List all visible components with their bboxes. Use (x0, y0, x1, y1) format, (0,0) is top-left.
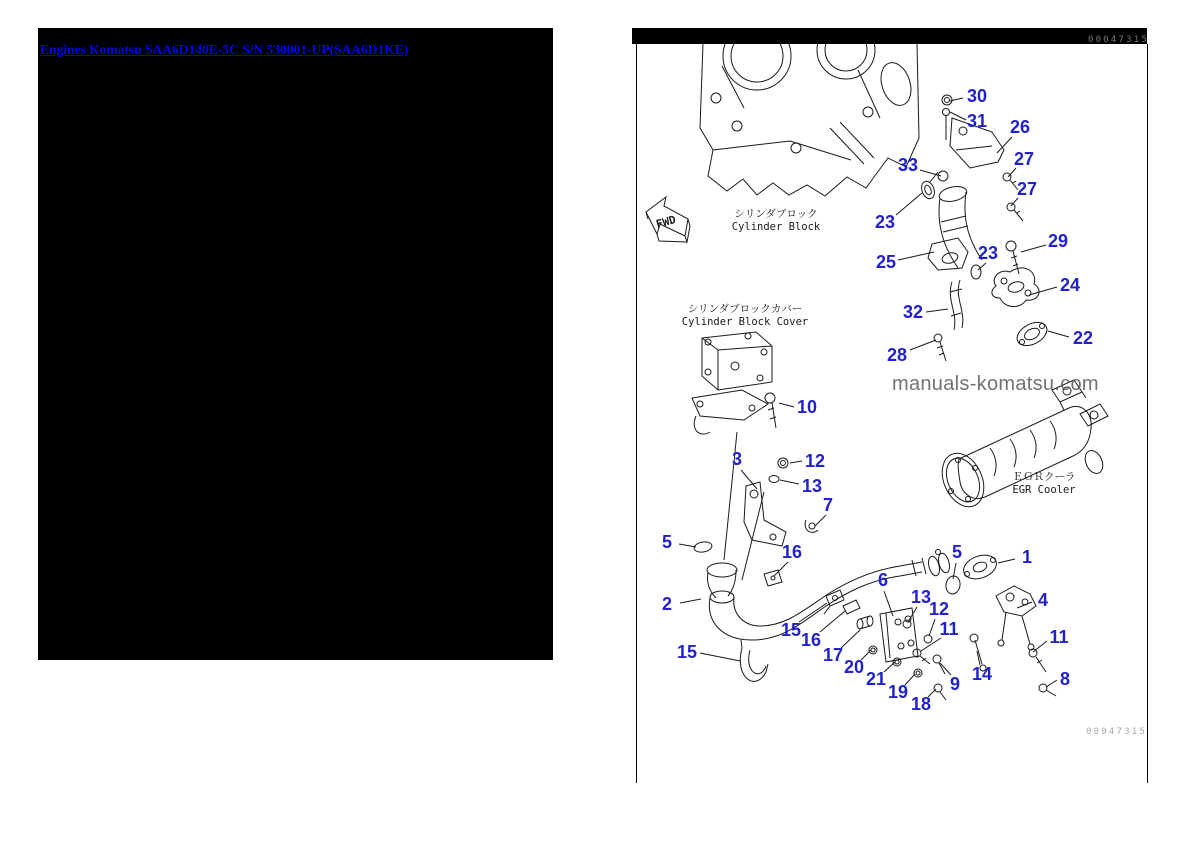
doc-number-top-clipped: 00047315 (1088, 35, 1149, 45)
callout-11[interactable]: 11 (939, 619, 959, 639)
callout-31[interactable]: 31 (966, 111, 988, 131)
callout-5[interactable]: 5 (951, 542, 963, 562)
diagram-label-cylinder-block (732, 208, 821, 234)
fwd-direction-label: FWD (654, 213, 678, 231)
callout-7[interactable]: 7 (822, 495, 834, 515)
diagram-label-en: Cylinder Block Cover (681, 316, 809, 328)
callout-3[interactable]: 3 (731, 449, 743, 469)
callout-27[interactable]: 27 (1013, 149, 1035, 169)
left-image-panel (38, 28, 553, 660)
callout-16[interactable]: 16 (781, 542, 803, 562)
callout-12[interactable]: 12 (804, 451, 826, 471)
diagram-label-jp: シリンダブロック (734, 208, 818, 220)
callout-23[interactable]: 23 (977, 243, 999, 263)
callout-18[interactable]: 18 (910, 694, 932, 714)
callout-20[interactable]: 20 (843, 657, 865, 677)
page-left-border (636, 44, 637, 783)
diagram-label-en: EGR Cooler (1012, 484, 1076, 496)
watermark-text: manuals-komatsu.com (892, 373, 1099, 395)
callout-4[interactable]: 4 (1037, 590, 1049, 610)
callout-15[interactable]: 15 (676, 642, 698, 662)
callout-10[interactable]: 10 (796, 397, 818, 417)
callout-30[interactable]: 30 (966, 86, 988, 106)
diagram-label-egr-cooler (1012, 471, 1075, 497)
callout-26[interactable]: 26 (1009, 117, 1031, 137)
callout-9[interactable]: 9 (949, 674, 961, 694)
diagram-label-en: Cylinder Block (731, 221, 821, 233)
callout-25[interactable]: 25 (875, 252, 897, 272)
callout-28[interactable]: 28 (886, 345, 908, 365)
callout-14[interactable]: 14 (971, 664, 993, 684)
callout-13[interactable]: 13 (910, 587, 932, 607)
callout-8[interactable]: 8 (1059, 669, 1071, 689)
callout-23[interactable]: 23 (874, 212, 896, 232)
diagram-label-jp: シリンダブロックカバー (687, 303, 803, 315)
callout-15[interactable]: 15 (780, 620, 802, 640)
callout-6[interactable]: 6 (877, 570, 889, 590)
callout-33[interactable]: 33 (897, 155, 919, 175)
callout-27[interactable]: 27 (1016, 179, 1038, 199)
callout-19[interactable]: 19 (887, 682, 909, 702)
catalog-link[interactable]: Engines Komatsu SAA6D140E-5C S/N 530001-UP(SAA6D1KE) (40, 42, 409, 57)
callout-5[interactable]: 5 (661, 532, 673, 552)
doc-number: 00047315 (1086, 727, 1147, 737)
callout-29[interactable]: 29 (1047, 231, 1069, 251)
diagram-label-cylinder-block-cover (682, 303, 808, 329)
callout-11[interactable]: 11 (1049, 627, 1069, 647)
callout-1[interactable]: 1 (1021, 547, 1033, 567)
parts-diagram-page (632, 28, 1148, 784)
callout-22[interactable]: 22 (1072, 328, 1094, 348)
callout-17[interactable]: 17 (822, 645, 844, 665)
page-right-border (1147, 44, 1148, 783)
callout-13[interactable]: 13 (801, 476, 823, 496)
diagram-label-jp: ＥＧＲクーラ (1012, 471, 1076, 483)
callout-32[interactable]: 32 (902, 302, 924, 322)
callout-24[interactable]: 24 (1059, 275, 1081, 295)
callout-12[interactable]: 12 (928, 599, 950, 619)
callout-16[interactable]: 16 (800, 630, 822, 650)
callout-2[interactable]: 2 (661, 594, 673, 614)
page-top-bar (632, 28, 1147, 44)
callout-21[interactable]: 21 (865, 669, 887, 689)
